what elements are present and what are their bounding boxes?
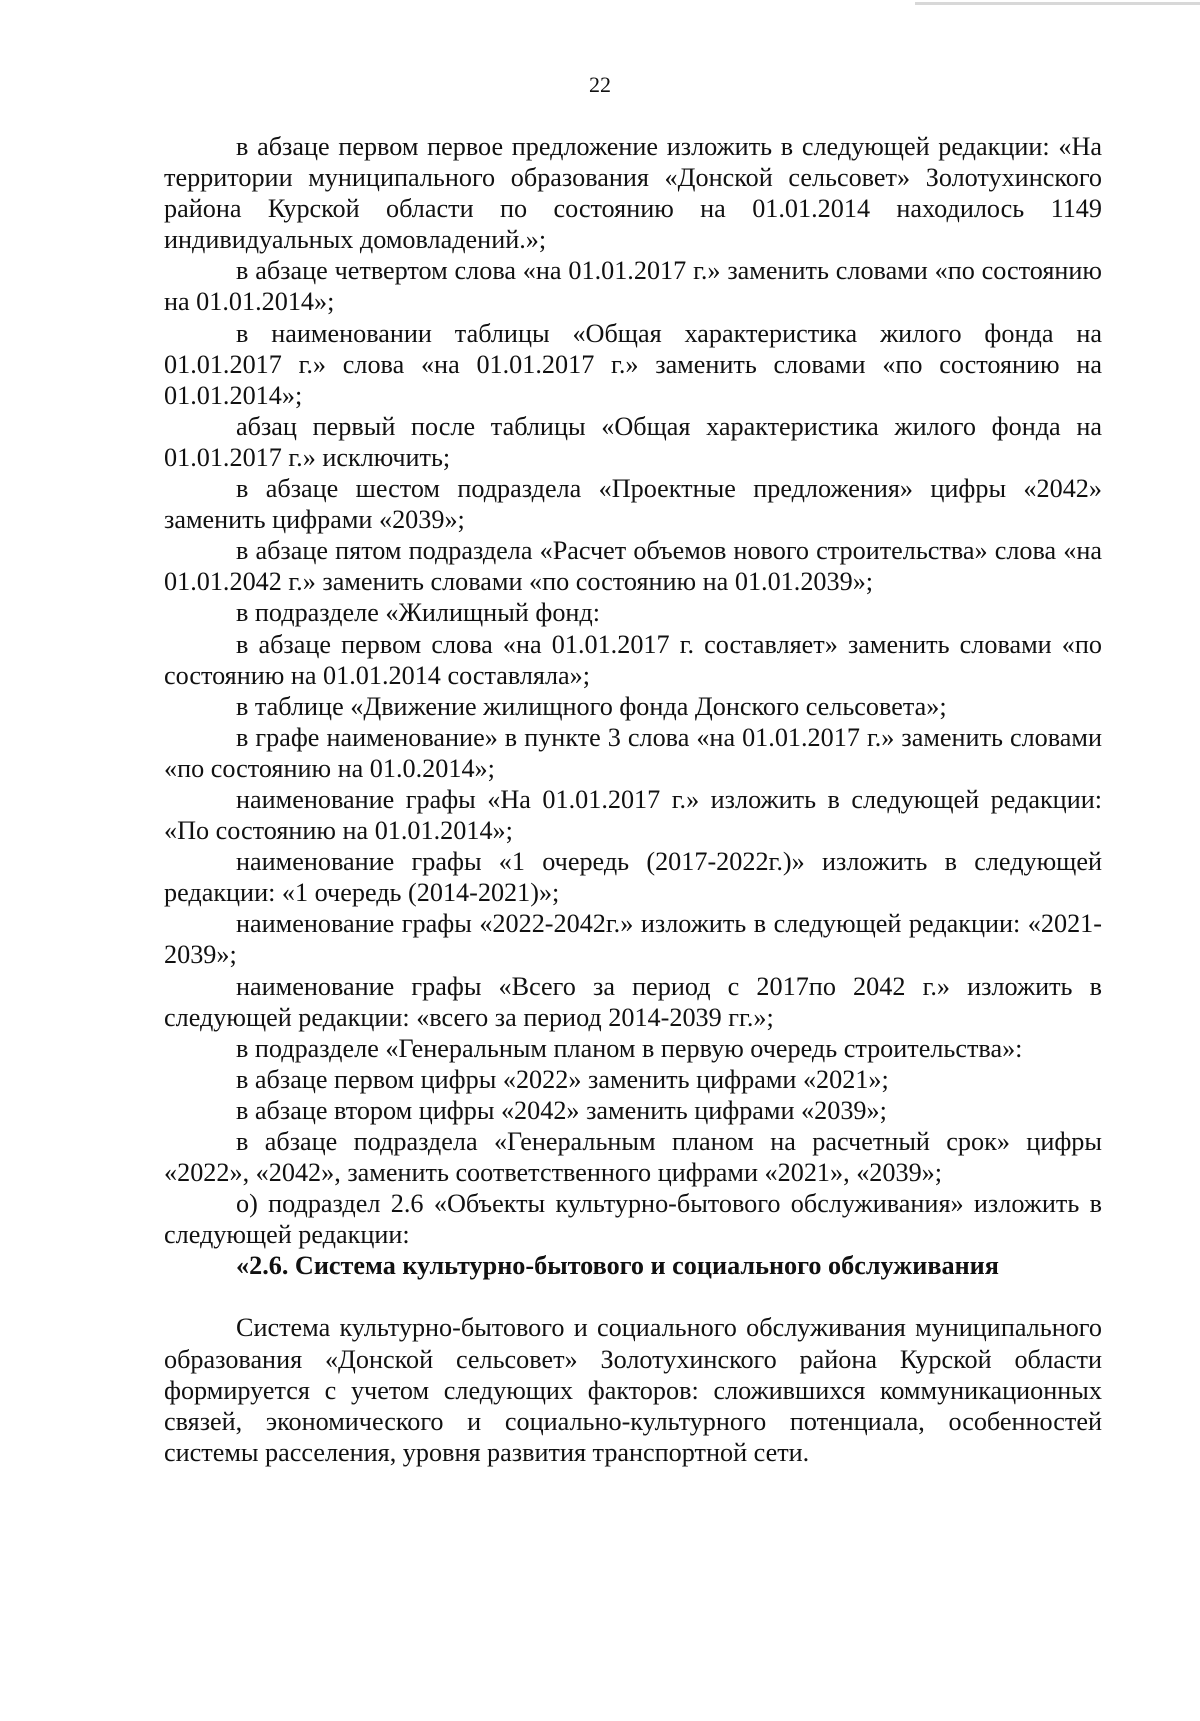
paragraph: в подразделе «Генеральным планом в первую очередь строительства»: [236,1033,1023,1063]
paragraph: в наименовании таблицы «Общая характеристика жилого фонда на 01.01.2017 г.» слова «на 01.01.2017 г.» заменить словами «по состоянию на 01.01.2014»; [164,318,1102,410]
paragraph: абзац первый после таблицы «Общая характеристика жилого фонда на 01.01.2017 г.» исключить; [164,411,1102,472]
paragraph: в подразделе «Жилищный фонд: [236,598,601,628]
paragraph: Система культурно-бытового и социального обслуживания муниципального образования «Донской сельсовет» Золотухинского района Курской области формируется с учетом следующих факторов: сложившихся коммуникационных связей, экономического и социально-культурного потенциала, особенностей системы расселения, уровня развития транспортной сети. [164,1313,1102,1467]
section-heading: «2.6. Система культурно-бытового и социального обслуживания [236,1251,999,1281]
paragraph: о) подраздел 2.6 «Объекты культурно-бытового обслуживания» изложить в следующей редакции: [164,1189,1102,1250]
paragraph: наименование графы «1 очередь (2017-2022г.)» изложить в следующей редакции: «1 очередь (2014-2021)»; [164,847,1102,908]
paragraph: в абзаце первом цифры «2022» заменить цифрами «2021»; [236,1064,889,1094]
paragraph: наименование графы «На 01.01.2017 г.» изложить в следующей редакции: «По состоянию на 01.01.2014»; [164,784,1102,846]
paragraph: наименование графы «Всего за период с 2017по 2042 г.» изложить в следующей редакции: «всего за период 2014-2039 гг.»; [164,971,1102,1032]
document-body [164,131,1102,1468]
paragraph: в абзаце подраздела «Генеральным планом на расчетный срок» цифры «2022», «2042», заменить соответственного цифрами «2021», «2039»; [164,1127,1102,1188]
paragraph: в графе наименование» в пункте 3 слова «на 01.01.2017 г.» заменить словами «по состоянию на 01.0.2014»; [164,722,1102,783]
paragraph: в абзаце первом слова «на 01.01.2017 г. составляет» заменить словами «по состоянию на 01.01.2014 составляла»; [164,629,1102,690]
scan-edge-mark [915,2,1200,5]
paragraph: в абзаце первом первое предложение изложить в следующей редакции: «На территории муниципального образования «Донской сельсовет» Золотухинского района Курской области по состоянию на 01.01.2014 находилось 1149 индивидуальных домовладений.»; [164,132,1102,255]
paragraph: в таблице «Движение жилищного фонда Донского сельсовета»; [236,691,947,721]
paragraph: в абзаце пятом подраздела «Расчет объемов нового строительства» слова «на 01.01.2042 г.» заменить словами «по состоянию на 01.01.2039»; [164,536,1102,597]
paragraph: в абзаце шестом подраздела «Проектные предложения» цифры «2042» заменить цифрами «2039»; [164,474,1102,535]
paragraph: в абзаце втором цифры «2042» заменить цифрами «2039»; [236,1095,887,1125]
spacer [164,1281,1102,1312]
paragraph: наименование графы «2022-2042г.» изложить в следующей редакции: «2021-2039»; [164,909,1102,970]
page-number: 22 [589,72,611,97]
paragraph: в абзаце четвертом слова «на 01.01.2017 г.» заменить словами «по состоянию на 01.01.2014»; [164,256,1102,317]
